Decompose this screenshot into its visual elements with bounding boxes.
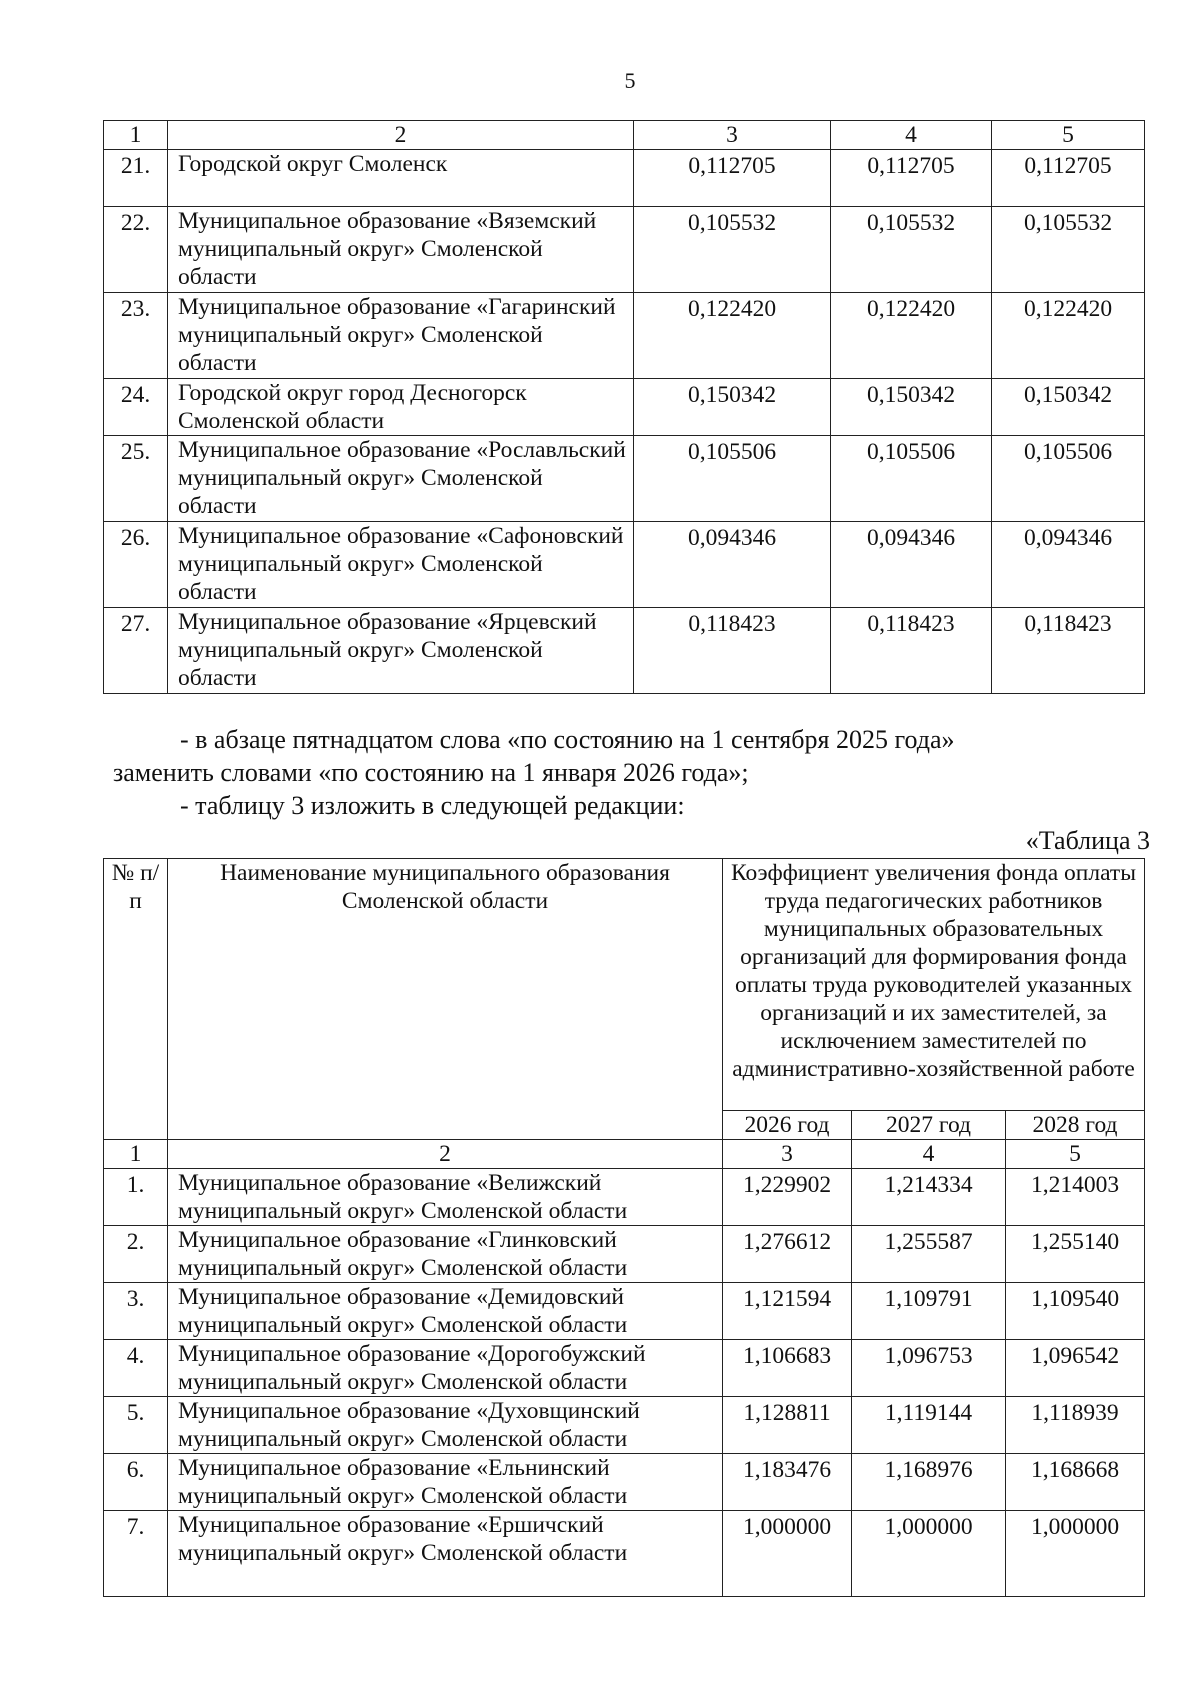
row-number: 21. [104,150,168,207]
table-1 [103,120,1145,694]
table-row [104,150,1145,207]
value-2026: 1,276612 [723,1226,852,1283]
page-number: 5 [624,68,636,93]
table-row [104,379,1145,436]
row-number: 27. [104,608,168,694]
table-row [104,1226,1145,1283]
municipality-name: Городской округ Смоленск [168,150,634,207]
value-col-5: 0,112705 [992,150,1145,207]
t3-col-4-index: 4 [852,1140,1006,1169]
table-row [104,293,1145,379]
column-index-row [104,1140,1145,1169]
row-number: 6. [104,1454,168,1511]
t3-col-2-index: 2 [168,1140,723,1169]
table-row [104,608,1145,694]
value-col-4: 0,118423 [831,608,992,694]
value-col-4: 0,094346 [831,522,992,608]
value-2026: 1,183476 [723,1454,852,1511]
value-2027: 1,214334 [852,1169,1006,1226]
value-2028: 1,168668 [1006,1454,1145,1511]
table-row [104,1340,1145,1397]
municipality-name: Муниципальное образование «Вяземский муниципальный округ» Смоленской области [168,207,634,293]
table-row [104,1511,1145,1597]
table-3-label: «Таблица 3 [1025,826,1150,855]
table-row [104,1397,1145,1454]
municipality-name: Муниципальное образование «Ельнинский муниципальный округ» Смоленской области [168,1454,723,1511]
value-2028: 1,000000 [1006,1511,1145,1597]
t1-col-4-header: 4 [831,121,992,150]
value-col-3: 0,150342 [634,379,831,436]
value-2028: 1,096542 [1006,1340,1145,1397]
paragraph-2: - таблицу 3 изложить в следующей редакции: [180,791,685,820]
row-number: 7. [104,1511,168,1597]
value-2026: 1,128811 [723,1397,852,1454]
value-2028: 1,109540 [1006,1283,1145,1340]
table-row [104,522,1145,608]
value-2027: 1,168976 [852,1454,1006,1511]
municipality-name: Муниципальное образование «Демидовский муниципальный округ» Смоленской области [168,1283,723,1340]
value-col-4: 0,112705 [831,150,992,207]
t3-col-1-index: 1 [104,1140,168,1169]
table-row [104,1454,1145,1511]
row-number: 2. [104,1226,168,1283]
value-2026: 1,229902 [723,1169,852,1226]
value-col-4: 0,122420 [831,293,992,379]
year-2028-header: 2028 год [1006,1111,1145,1140]
municipality-name: Муниципальное образование «Дорогобужский муниципальный округ» Смоленской области [168,1340,723,1397]
value-col-5: 0,105506 [992,436,1145,522]
municipality-name: Муниципальное образование «Велижский муниципальный округ» Смоленской области [168,1169,723,1226]
row-number: 3. [104,1283,168,1340]
value-col-3: 0,122420 [634,293,831,379]
t1-col-5-header: 5 [992,121,1145,150]
municipality-name: Муниципальное образование «Глинковский муниципальный округ» Смоленской области [168,1226,723,1283]
paragraph-1-line-1: - в абзаце пятнадцатом слова «по состоянию на 1 сентября 2025 года» [180,725,955,754]
row-number: 26. [104,522,168,608]
municipality-name: Муниципальное образование «Рославльский муниципальный округ» Смоленской области [168,436,634,522]
table-3 [103,858,1145,1597]
row-number: 1. [104,1169,168,1226]
value-col-4: 0,105506 [831,436,992,522]
table-row [104,207,1145,293]
value-col-3: 0,112705 [634,150,831,207]
col-name-header: Наименование муниципального образования Смоленской области [168,859,723,1140]
value-col-3: 0,118423 [634,608,831,694]
table-row [104,1169,1145,1226]
row-number: 4. [104,1340,168,1397]
col-coefficient-header: Коэффициент увеличения фонда оплаты труда педагогических работников муниципальных образовательных организаций для формирования фонда оплаты труда руководителей указанных организаций и их заместителей, за исключением заместителей по административно-хозяйственной работе [723,859,1145,1111]
value-col-3: 0,094346 [634,522,831,608]
value-col-5: 0,105532 [992,207,1145,293]
value-col-5: 0,122420 [992,293,1145,379]
municipality-name: Муниципальное образование «Духовщинский муниципальный округ» Смоленской области [168,1397,723,1454]
value-col-5: 0,150342 [992,379,1145,436]
value-2027: 1,096753 [852,1340,1006,1397]
value-col-5: 0,118423 [992,608,1145,694]
row-number: 24. [104,379,168,436]
value-2027: 1,000000 [852,1511,1006,1597]
value-2027: 1,109791 [852,1283,1006,1340]
table-row [104,436,1145,522]
value-col-3: 0,105506 [634,436,831,522]
row-number: 23. [104,293,168,379]
t1-col-3-header: 3 [634,121,831,150]
value-2028: 1,214003 [1006,1169,1145,1226]
value-col-5: 0,094346 [992,522,1145,608]
t3-col-3-index: 3 [723,1140,852,1169]
value-2027: 1,255587 [852,1226,1006,1283]
row-number: 25. [104,436,168,522]
table-row [104,1283,1145,1340]
municipality-name: Муниципальное образование «Сафоновский муниципальный округ» Смоленской области [168,522,634,608]
t1-col-1-header: 1 [104,121,168,150]
value-2027: 1,119144 [852,1397,1006,1454]
year-2026-header: 2026 год [723,1111,852,1140]
row-number: 5. [104,1397,168,1454]
t3-col-5-index: 5 [1006,1140,1145,1169]
value-2028: 1,118939 [1006,1397,1145,1454]
paragraph-1-line-2: заменить словами «по состоянию на 1 января 2026 года»; [113,758,749,787]
year-2027-header: 2027 год [852,1111,1006,1140]
value-2026: 1,106683 [723,1340,852,1397]
value-2026: 1,121594 [723,1283,852,1340]
value-2026: 1,000000 [723,1511,852,1597]
municipality-name: Муниципальное образование «Ярцевский муниципальный округ» Смоленской области [168,608,634,694]
value-col-4: 0,105532 [831,207,992,293]
table-1-header-row [104,121,1145,150]
value-col-4: 0,150342 [831,379,992,436]
municipality-name: Муниципальное образование «Гагаринский муниципальный округ» Смоленской области [168,293,634,379]
table-3-header-row [104,859,1145,1111]
value-col-3: 0,105532 [634,207,831,293]
value-2028: 1,255140 [1006,1226,1145,1283]
col-number-header: № п/п [104,859,168,1140]
municipality-name: Муниципальное образование «Ершичский муниципальный округ» Смоленской области [168,1511,723,1597]
row-number: 22. [104,207,168,293]
t1-col-2-header: 2 [168,121,634,150]
municipality-name: Городской округ город Десногорск Смоленской области [168,379,634,436]
